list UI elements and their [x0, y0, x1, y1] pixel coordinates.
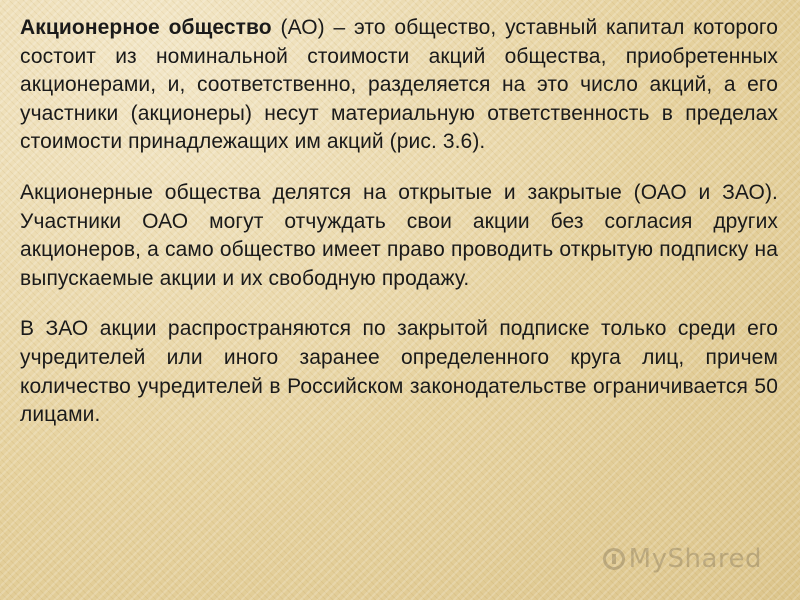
slide-content	[20, 14, 778, 452]
term-joint-stock-company: Акционерное общество	[20, 16, 272, 39]
paragraph-joint-stock-company-definition	[20, 14, 778, 157]
myshared-logo-icon	[603, 548, 625, 570]
definition-text: (АО) – это общество, уставный капитал которого состоит из номинальной стоимости акций общества, приобретенных акционерами, и, соответственно, разделяется на это число акций, а его участники (акционеры) несут материальную ответственность в пределах стоимости принадлежащих им акций (рис. 3.6).	[20, 16, 778, 154]
paragraph-zao-shares: В ЗАО акции распространяются по закрытой подписке только среди его учредителей или иного заранее определенного круга лиц, причем количество учредителей в Российском законодательстве ограничивается 50 лицами.	[20, 317, 778, 427]
watermark	[603, 544, 762, 574]
paragraph-open-closed-companies: Акционерные общества делятся на открытые и закрытые (ОАО и ЗАО). Участники ОАО могут отчуждать свои акции без согласия других акционеров, а само общество имеет право проводить открытую подписку на выпускаемые акции и их свободную продажу.	[20, 180, 778, 290]
watermark-text: MyShared	[628, 544, 762, 574]
